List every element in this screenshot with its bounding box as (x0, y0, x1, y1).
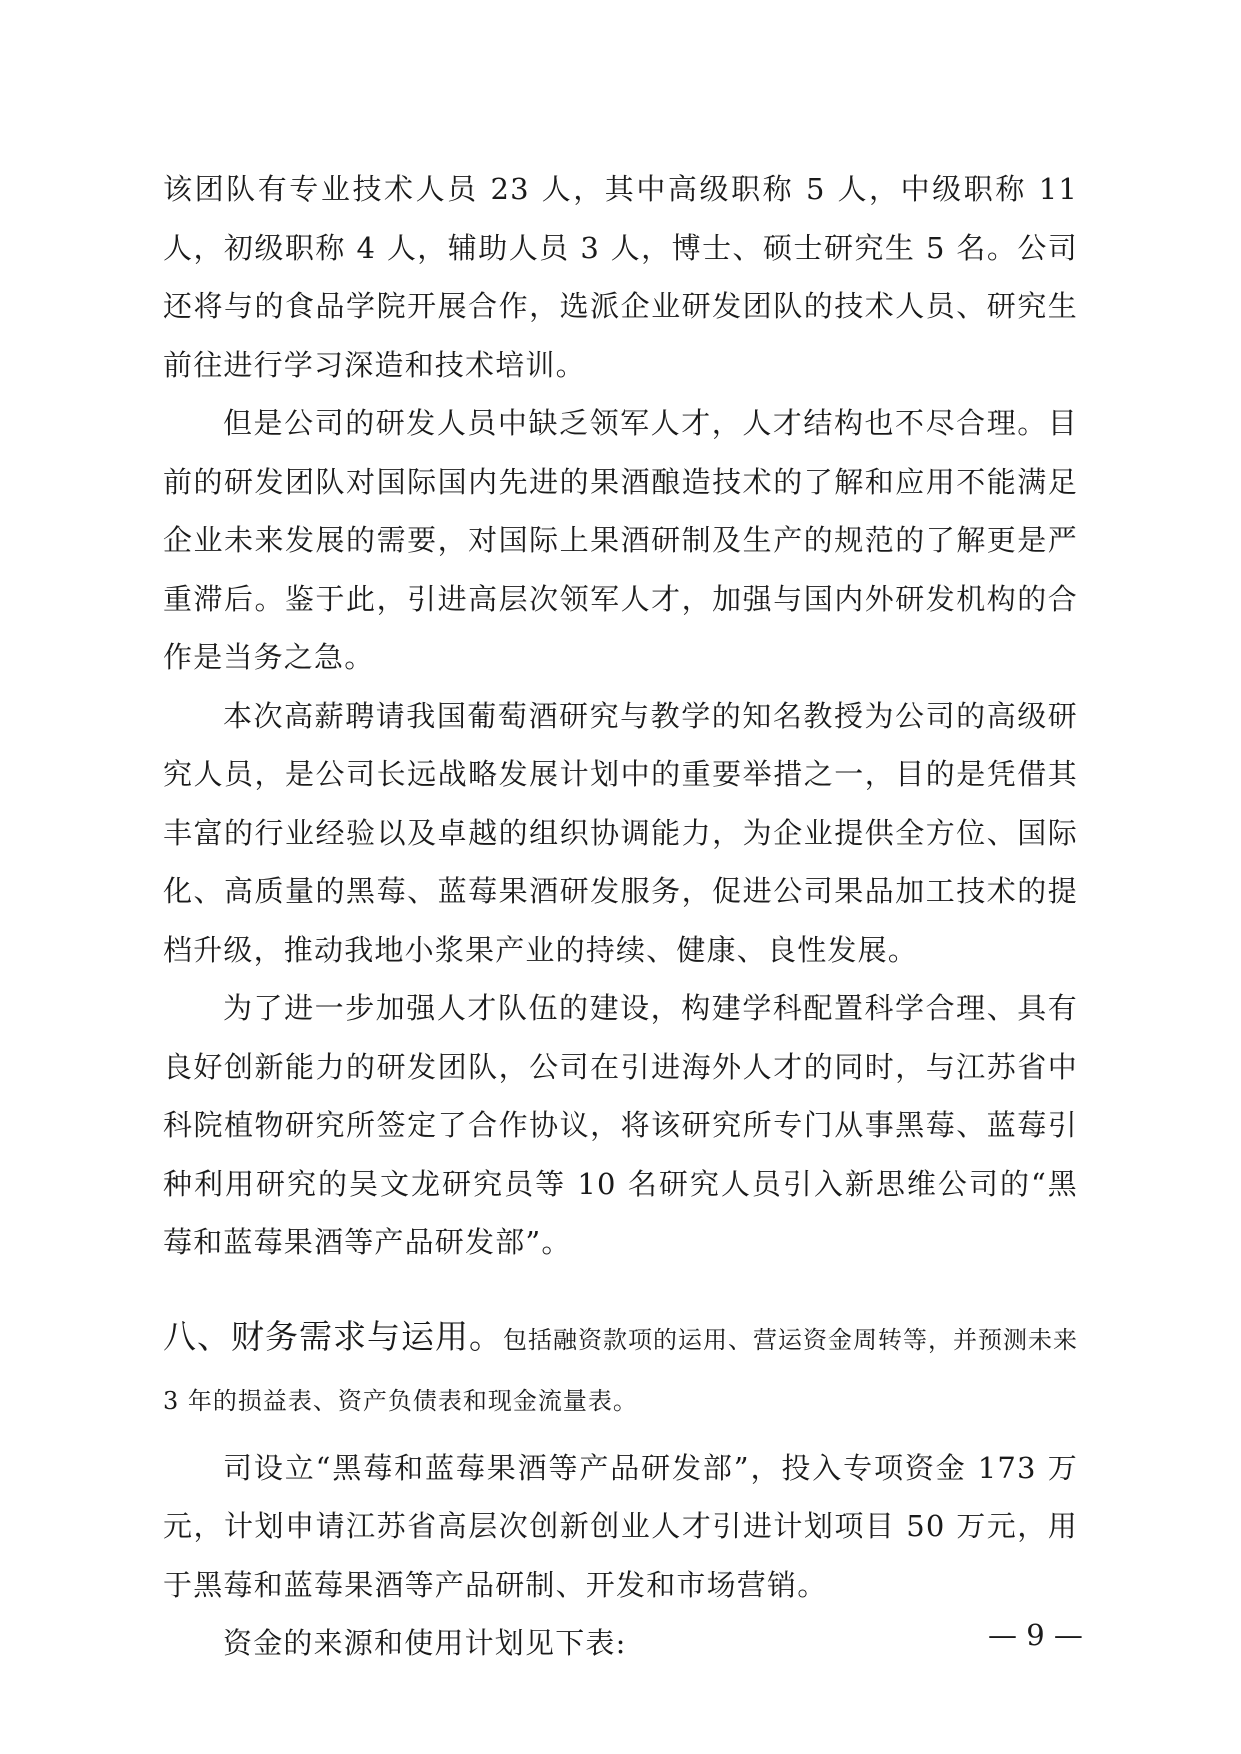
section-financial-needs (163, 1308, 1078, 1433)
page-number: — 9 — (988, 1618, 1083, 1652)
paragraph-team-staff: 该团队有专业技术人员 23 人，其中高级职称 5 人，中级职称 11 人，初级职称 4 人，辅助人员 3 人，博士、硕士研究生 5 名。公司还将与的食品学院开展合作，选派企业研发团队的技术人员、研究生前往进行学习深造和技术培训。 (163, 172, 1078, 382)
section-heading-line (163, 1308, 1078, 1433)
document-body (163, 160, 1078, 1673)
paragraph-table-intro: 资金的来源和使用计划见下表: (223, 1626, 627, 1660)
paragraph-funding-plan: 司设立“黑莓和蓝莓果酒等产品研发部”，投入专项资金 173 万元，计划申请江苏省高层次创新创业人才引进计划项目 50 万元，用于黑莓和蓝莓果酒等产品研制、开发和市场营销。 (163, 1450, 1078, 1602)
section-note: 包括融资款项的运用、营运资金周转等，并预测未来 3 年的损益表、资产负债表和现金流量表。 (163, 1325, 1078, 1415)
paragraph-talent-shortage: 但是公司的研发人员中缺乏领军人才，人才结构也不尽合理。目前的研发团队对国际国内先进的果酒酿造技术的了解和应用不能满足企业未来发展的需要，对国际上果酒研制及生产的规范的了解更是严重滞后。鉴于此，引进高层次领军人才，加强与国内外研发机构的合作是当务之急。 (163, 406, 1078, 674)
section-heading: 八、财务需求与运用。 (163, 1316, 503, 1356)
paragraph-professor-hire: 本次高薪聘请我国葡萄酒研究与教学的知名教授为公司的高级研究人员，是公司长远战略发展计划中的重要举措之一，目的是凭借其丰富的行业经验以及卓越的组织协调能力，为企业提供全方位、国际化、高质量的黑莓、蓝莓果酒研发服务，促进公司果品加工技术的提档升级，推动我地小浆果产业的持续、健康、良性发展。 (163, 698, 1078, 967)
paragraph-cooperation-agreement: 为了进一步加强人才队伍的建设，构建学科配置科学合理、具有良好创新能力的研发团队，公司在引进海外人才的同时，与江苏省中科院植物研究所签定了合作协议，将该研究所专门从事黑莓、蓝莓引种利用研究的吴文龙研究员等 10 名研究人员引入新思维公司的“黑莓和蓝莓果酒等产品研发部”。 (163, 991, 1078, 1259)
